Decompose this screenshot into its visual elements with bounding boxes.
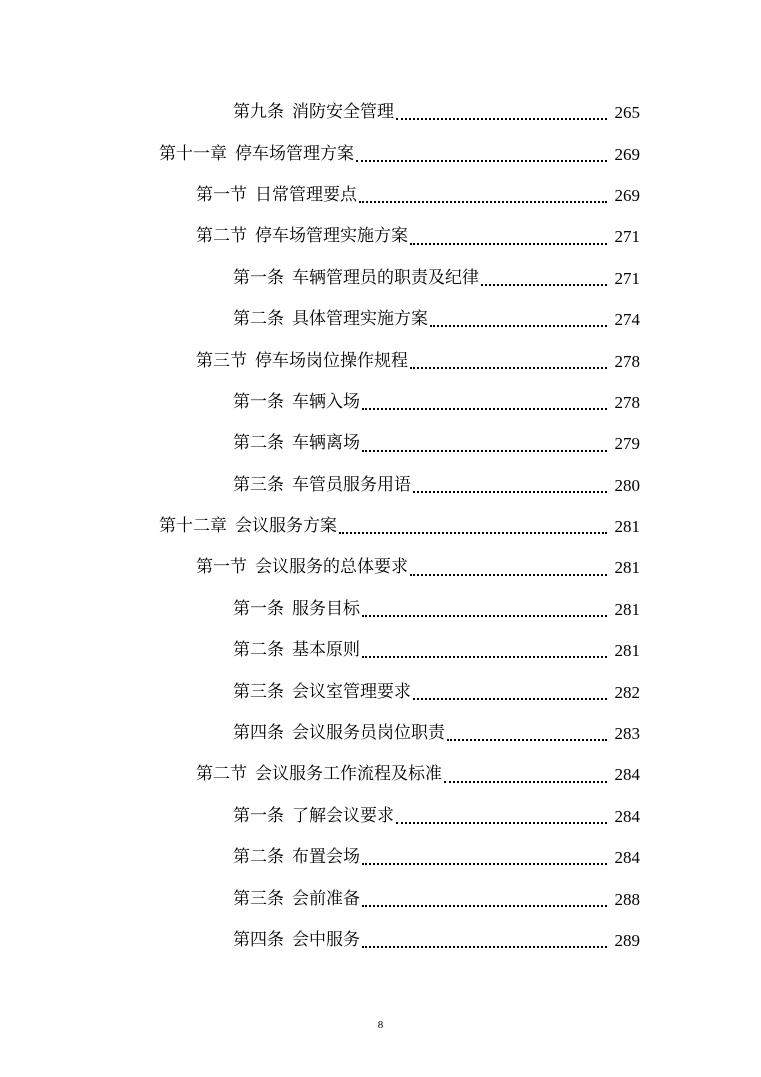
toc-entry-title: 基本原则 xyxy=(292,640,360,661)
toc-entry-title: 停车场岗位操作规程 xyxy=(255,350,408,371)
toc-dot-leader xyxy=(447,738,607,741)
toc-dot-leader xyxy=(362,614,607,617)
toc-dot-leader xyxy=(356,159,607,162)
toc-entry-title: 服务目标 xyxy=(292,598,360,619)
toc-entry[interactable] xyxy=(0,713,761,754)
toc-entry-number: 第二条 xyxy=(233,640,284,661)
toc-entry-number: 第九条 xyxy=(233,102,284,123)
toc-entry-title: 会前准备 xyxy=(292,888,360,909)
toc-entry[interactable] xyxy=(0,671,761,712)
toc-entry-title: 会议服务工作流程及标准 xyxy=(255,764,442,785)
toc-entry-page: 278 xyxy=(614,392,640,412)
toc-entry-title: 了解会议要求 xyxy=(292,805,394,826)
toc-entry-page: 269 xyxy=(614,185,640,205)
toc-entry-title: 车辆入场 xyxy=(292,391,360,412)
toc-dot-leader xyxy=(430,324,607,327)
toc-entry-page: 279 xyxy=(614,434,640,454)
toc-entry[interactable] xyxy=(0,216,761,257)
toc-entry-page: 278 xyxy=(614,351,640,371)
toc-entry[interactable] xyxy=(0,175,761,216)
toc-entry-page: 281 xyxy=(614,558,640,578)
toc-entry-page: 271 xyxy=(614,227,640,247)
toc-entry[interactable] xyxy=(0,465,761,506)
toc-dot-leader xyxy=(413,490,607,493)
toc-dot-leader xyxy=(444,780,607,783)
toc-entry-number: 第十二章 xyxy=(159,516,227,537)
toc-entry-number: 第四条 xyxy=(233,930,284,950)
toc-entry[interactable] xyxy=(0,258,761,299)
page-number: 8 xyxy=(377,1019,384,1031)
toc-entry-page: 271 xyxy=(614,268,640,288)
toc-entry-number: 第二条 xyxy=(233,847,284,868)
toc-entry-title: 车辆管理员的职责及纪律 xyxy=(292,267,479,288)
toc-dot-leader xyxy=(339,531,607,534)
toc-dot-leader xyxy=(413,697,607,700)
toc-entry-title: 日常管理要点 xyxy=(255,184,357,205)
toc-dot-leader xyxy=(410,573,607,576)
toc-entry-title: 停车场管理方案 xyxy=(235,143,354,164)
toc-entry-page: 269 xyxy=(614,144,640,164)
toc-entry-title: 停车场管理实施方案 xyxy=(255,226,408,247)
toc-entry-title: 具体管理实施方案 xyxy=(292,309,428,330)
toc-entry[interactable] xyxy=(0,878,761,919)
toc-entry-number: 第一条 xyxy=(233,598,284,619)
toc-entry-page: 284 xyxy=(614,806,640,826)
toc-entry-number: 第二节 xyxy=(196,764,247,785)
toc-dot-leader xyxy=(362,407,607,410)
toc-entry[interactable] xyxy=(0,547,761,588)
toc-entry-number: 第二节 xyxy=(196,226,247,247)
toc-entry-page: 284 xyxy=(614,765,640,785)
toc-entry[interactable] xyxy=(0,299,761,340)
toc-dot-leader xyxy=(362,655,607,658)
toc-entry-number: 第一节 xyxy=(196,557,247,578)
toc-dot-leader xyxy=(396,117,607,120)
toc-entry-page: 281 xyxy=(614,599,640,619)
toc-entry-number: 第三条 xyxy=(233,888,284,909)
toc-entry-number: 第二条 xyxy=(233,309,284,330)
toc-entry[interactable] xyxy=(0,133,761,174)
toc-entry-title: 会议服务的总体要求 xyxy=(255,557,408,578)
toc-entry-page: 274 xyxy=(614,310,640,330)
toc-entry[interactable] xyxy=(0,382,761,423)
toc-entry-number: 第二条 xyxy=(233,433,284,454)
toc-entry-page: 289 xyxy=(614,931,640,950)
toc-entry[interactable] xyxy=(0,920,761,961)
toc-dot-leader xyxy=(396,821,607,824)
toc-entry[interactable] xyxy=(0,589,761,630)
toc-entry[interactable] xyxy=(0,754,761,795)
toc-entry-title: 布置会场 xyxy=(292,847,360,868)
toc-dot-leader xyxy=(410,366,607,369)
toc-entry-number: 第十一章 xyxy=(159,143,227,164)
toc-entry[interactable] xyxy=(0,340,761,381)
toc-dot-leader xyxy=(359,200,607,203)
toc-entry-number: 第三条 xyxy=(233,681,284,702)
toc-entry-number: 第一节 xyxy=(196,184,247,205)
toc-entry[interactable] xyxy=(0,506,761,547)
toc-entry-number: 第四条 xyxy=(233,723,284,744)
toc-entry-title: 会中服务 xyxy=(292,930,360,950)
toc-entry-title: 车辆离场 xyxy=(292,433,360,454)
toc-entry-page: 283 xyxy=(614,724,640,744)
toc-dot-leader xyxy=(362,945,607,948)
toc-entry-page: 288 xyxy=(614,889,640,909)
toc-entry-page: 265 xyxy=(614,103,640,123)
toc-entry-title: 会议室管理要求 xyxy=(292,681,411,702)
toc-entry-title: 消防安全管理 xyxy=(292,102,394,123)
toc-entry-number: 第一条 xyxy=(233,391,284,412)
toc-entry-number: 第三节 xyxy=(196,350,247,371)
toc-entry-title: 会议服务员岗位职责 xyxy=(292,723,445,744)
toc-dot-leader xyxy=(362,904,607,907)
toc-entry[interactable] xyxy=(0,796,761,837)
toc-dot-leader xyxy=(481,283,607,286)
toc-entry-title: 车管员服务用语 xyxy=(292,474,411,495)
toc-entry[interactable] xyxy=(0,630,761,671)
toc-entry-number: 第三条 xyxy=(233,474,284,495)
toc-dot-leader xyxy=(362,449,607,452)
toc-entry-page: 280 xyxy=(614,475,640,495)
toc-entry[interactable] xyxy=(0,423,761,464)
toc-dot-leader xyxy=(362,862,607,865)
toc-entry-title: 会议服务方案 xyxy=(235,516,337,537)
table-of-contents xyxy=(0,92,761,961)
toc-dot-leader xyxy=(410,242,607,245)
toc-entry[interactable] xyxy=(0,92,761,133)
toc-entry[interactable] xyxy=(0,837,761,878)
toc-entry-page: 282 xyxy=(614,682,640,702)
toc-entry-page: 284 xyxy=(614,848,640,868)
toc-entry-number: 第一条 xyxy=(233,805,284,826)
toc-entry-number: 第一条 xyxy=(233,267,284,288)
toc-entry-page: 281 xyxy=(614,517,640,537)
toc-entry-page: 281 xyxy=(614,641,640,661)
